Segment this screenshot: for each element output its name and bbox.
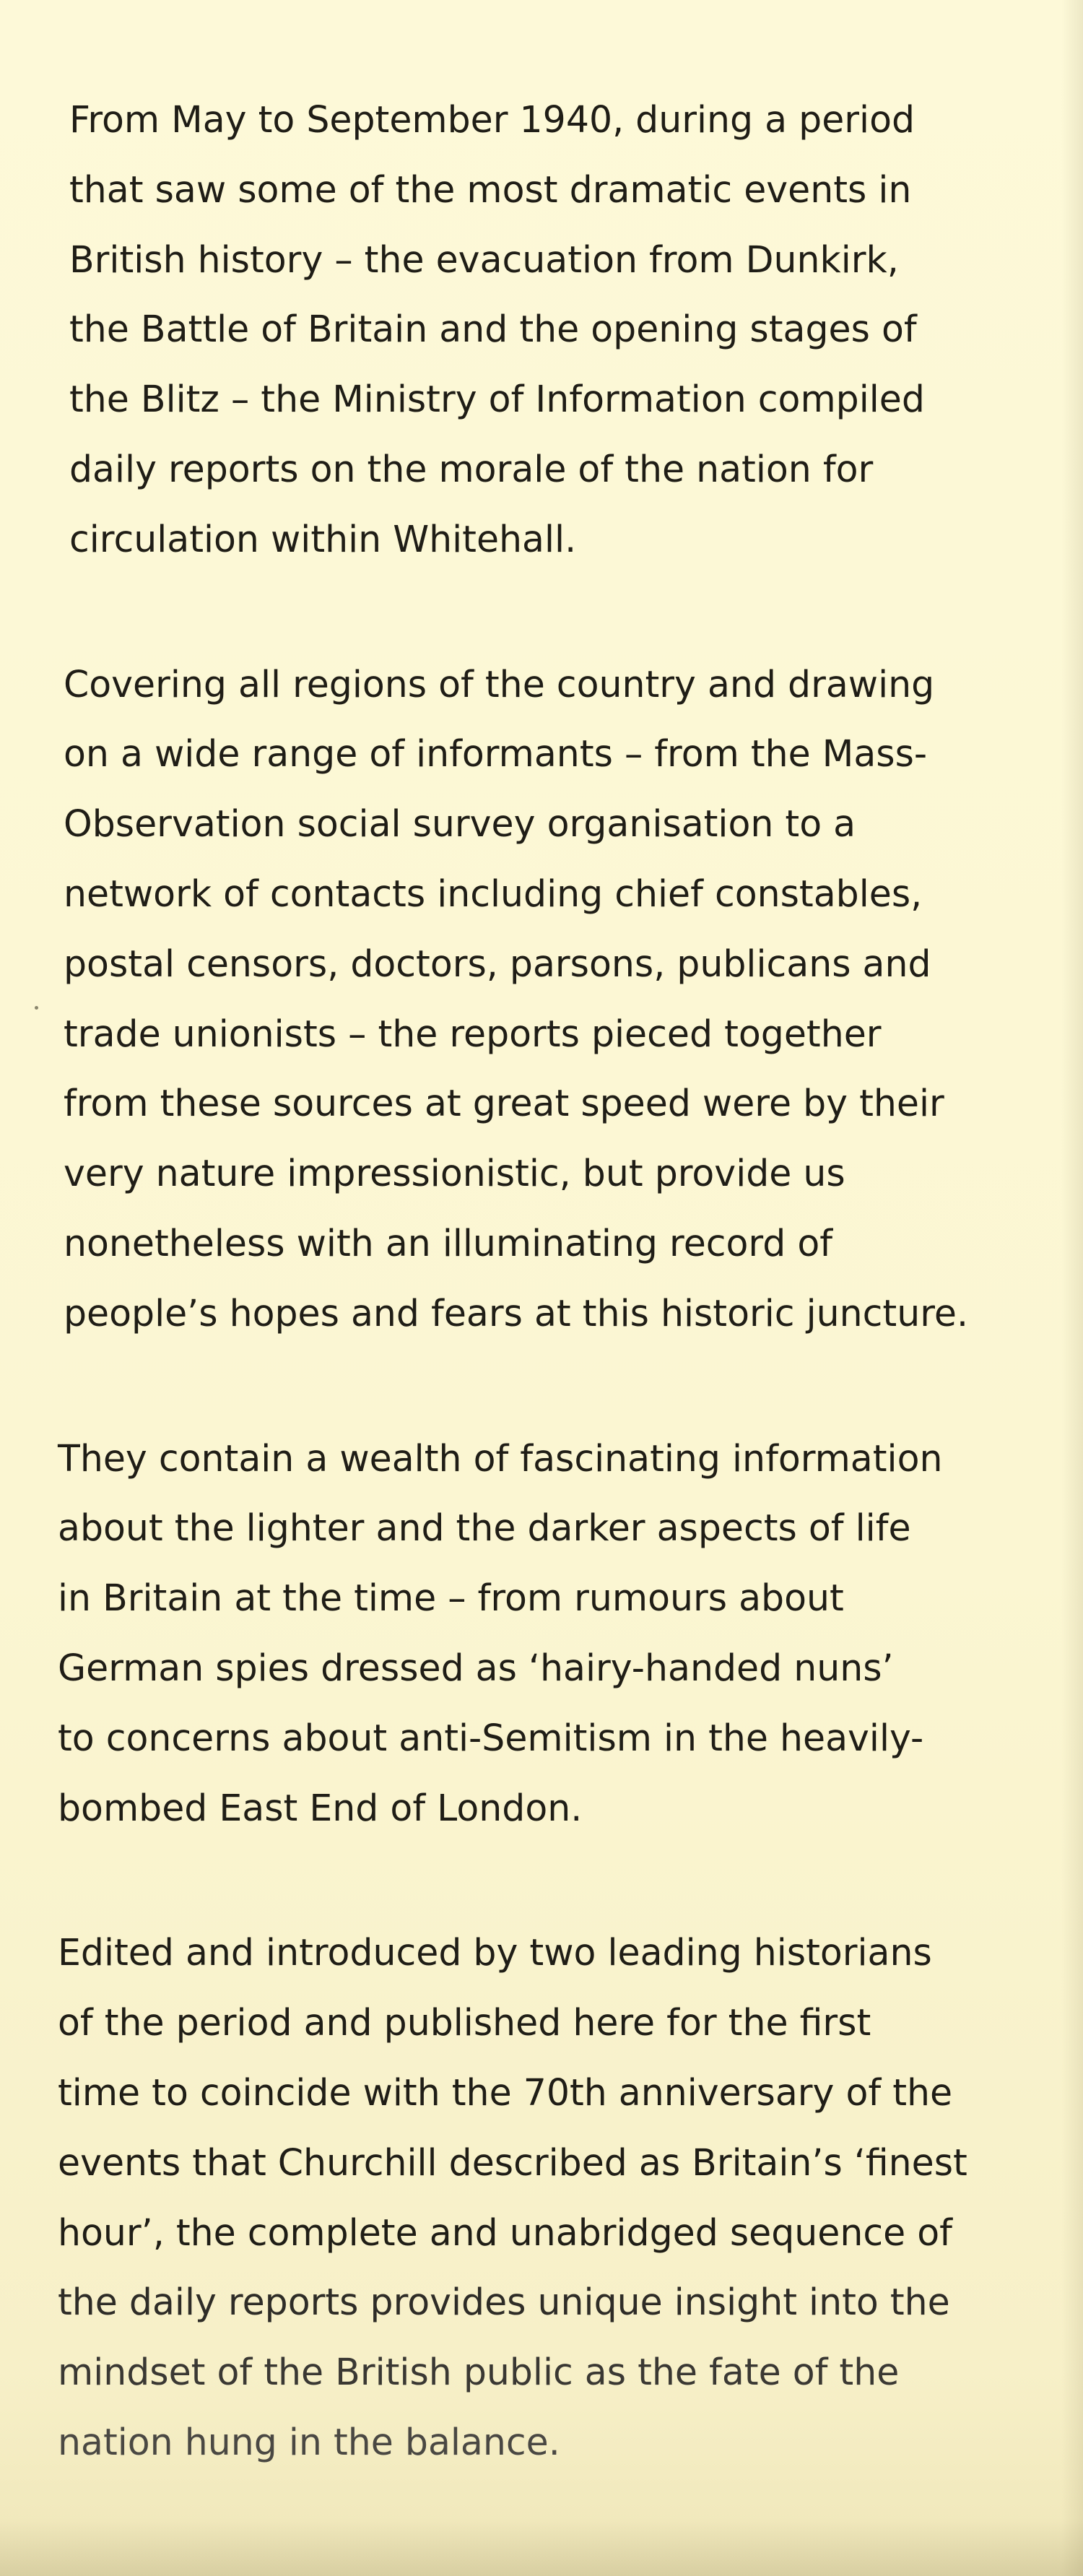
text-line: on a wide range of informants – from the Mass- [64,732,928,776]
text-line: network of contacts including chief constables, [64,872,923,915]
text-line: of the period and published here for the first [58,2001,871,2044]
text-line: daily reports on the morale of the nation for [69,447,874,490]
text-line: hour’, the complete and unabridged sequence of [58,2211,952,2254]
text-line: They contain a wealth of fascinating information [58,1436,943,1480]
text-line: Edited and introduced by two leading historians [58,1931,932,1974]
text-line: that saw some of the most dramatic events in [69,168,912,211]
text-line: the Battle of Britain and the opening stages of [69,308,917,351]
text-line: mindset of the British public as the fate of the [58,2351,900,2394]
text-line: events that Churchill described as Britain’s ‘finest [58,2141,967,2184]
text-line: Covering all regions of the country and drawing [64,662,935,706]
text-line: people’s hopes and fears at this historic juncture. [64,1291,969,1335]
page-bottom-shadow [0,2518,1083,2576]
paragraph-2 [58,650,1061,1349]
text-line: from these sources at great speed were by their [64,1082,944,1125]
text-line: about the lighter and the darker aspects of life [58,1506,911,1550]
text-line: in Britain at the time – from rumours about [58,1577,844,1620]
text-line: bombed East End of London. [58,1786,583,1829]
text-line: circulation within Whitehall. [69,517,577,560]
paragraph-4 [58,1918,1061,2477]
paragraph-1 [58,85,1061,575]
text-line: postal censors, doctors, parsons, publicans and [64,942,931,985]
text-line: the daily reports provides unique insight into the [58,2281,950,2324]
text-line: the Blitz – the Ministry of Information compiled [69,378,925,421]
paper-speck [35,1006,38,1010]
text-line: From May to September 1940, during a period [69,98,915,141]
text-line: nonetheless with an illuminating record of [64,1221,833,1265]
text-line: nation hung in the balance. [58,2420,560,2463]
blurb-text [58,85,1061,2478]
page-edge-shadow [1061,0,1083,2576]
paragraph-3 [58,1424,1061,1844]
text-line: Observation social survey organisation to a [64,802,856,846]
text-line: to concerns about anti-Semitism in the heavily- [58,1716,924,1759]
text-line: trade unionists – the reports pieced together [64,1012,882,1055]
text-line: time to coincide with the 70th anniversary of the [58,2070,953,2114]
text-line: German spies dressed as ‘hairy-handed nuns’ [58,1646,894,1689]
text-line: British history – the evacuation from Dunkirk, [69,238,899,281]
text-line: very nature impressionistic, but provide us [64,1152,845,1195]
